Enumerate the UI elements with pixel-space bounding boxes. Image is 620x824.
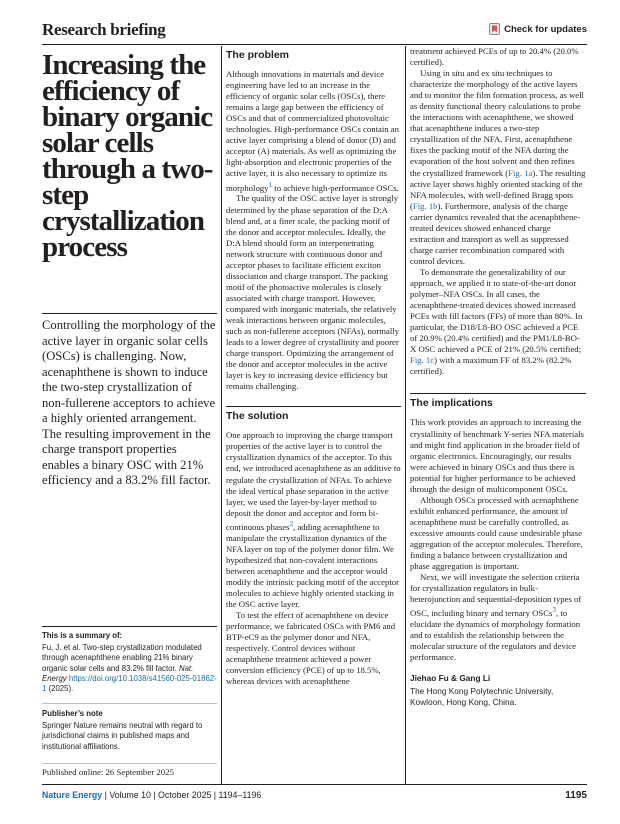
reference-marker[interactable]: 3 (552, 606, 556, 615)
section-rule (226, 406, 401, 407)
paragraph (410, 267, 586, 377)
page-number: 1195 (565, 790, 587, 801)
paragraph (226, 430, 401, 610)
section-rule (410, 393, 586, 394)
figure-reference[interactable]: Fig. 1a (508, 167, 533, 178)
column-divider (221, 46, 222, 784)
text-run: ) with a maximum FF of 83.2% (82.2% certified). (410, 355, 572, 377)
issue-info: | Volume 10 | October 2025 | 1194–1196 (102, 790, 262, 800)
implications-heading: The implications (410, 397, 493, 410)
section-label: Research briefing (42, 20, 166, 39)
problem-heading: The problem (226, 49, 290, 61)
publishers-note-heading: Publisher’s note (42, 709, 103, 718)
top-rule (42, 44, 587, 45)
text-run: , to elucidate the dynamics of morphology formation and to establish the relationship between the molecular structure of the regulators and device performance. (410, 608, 581, 663)
column-two (226, 46, 401, 687)
reference-marker[interactable]: 1 (268, 180, 273, 189)
text-run: To demonstrate the generalizability of our approach, we applied it to state-of-the-art donor polymer–NFA OSCs. In all cases, the acenaphthene-treated devices showed increased PCEs with fill factors (FFs) of more than 80%. In particular, the D18/L8-BO OSC achieved a PCE of 20.9% (20.4% certified) and the PM1/L8-BO-X OSC achieved a PCE of 21% (20.5% certified; (410, 266, 583, 355)
footer (42, 790, 261, 800)
citation-journal: Nat. Energy (42, 663, 194, 683)
reference-marker[interactable]: 2 (289, 519, 294, 528)
paragraph (410, 68, 586, 267)
publishers-note (42, 709, 217, 752)
summary-heading: This is a summary of: (42, 631, 123, 640)
paragraph: Although OSCs processed with acenaphthene exhibit enhanced performance, the amount of acenaphthene must be carefully controlled, as excessive amounts could cause undesirable phase aggregation of the acceptor molecules. Therefore, finding a balance between crystallization and phase aggregation is important. (410, 494, 583, 572)
paragraph: The quality of the OSC active layer is strongly determined by the phase separation of the D:A blend and, at a finer scale, the packing motif of the donor and acceptor molecules. Ideally, the D:A blend should form an interpenetrating network structure with continuous donor and acceptor phases to facilitate efficient exciton dissociation and charge transport. The packing motif of the photoactive molecules is closely associated with charge transport. However, compared with inorganic materials, the relatively weak interactions between organic molecules, such as non-fullerene acceptors (NFAs), normally leads to a lower degree of crystallinity and poorer charge transport. Optimizing the arrangement of the donor and acceptor molecules in the active layer is key to increasing device efficiency but remains challenging. (226, 193, 400, 392)
summary-citation (42, 643, 217, 694)
standfirst-rule (42, 313, 217, 314)
footer-rule (42, 784, 587, 785)
text-run: Next, we will investigate the selection criteria for crystallization regulators in bulk-heterojunction and sequential-deposition types of OSC, including binary and ternary OSCs (410, 572, 582, 619)
summary-rule (42, 626, 217, 627)
text-run: , adding acenaphthene to manipulate the crystallization dynamics of the NFA layer on top of the polymer donor film. We hypothesized that non-covalent interactions between acenaphthene and the acceptor would modify the intrinsic packing motif of the acceptor molecules to achieve highly oriented stacking in the OSC active layer. (226, 521, 399, 609)
title-column (42, 46, 217, 263)
bookmark-icon (489, 23, 500, 35)
publishers-note-rule (42, 703, 217, 704)
citation-text: Fu, J. et al. Two-step crystallization modulated through acenaphthene enabling 21% binary organic solar cells and 83.2% fill factor. (42, 643, 202, 673)
check-for-updates-label: Check for updates (504, 23, 587, 35)
paragraph (410, 572, 586, 663)
summary-box (42, 631, 217, 694)
doi-link[interactable]: https://doi.org/10.1038/s41560-025-01862-1 (42, 673, 217, 694)
published-date: Published online: 26 September 2025 (42, 767, 174, 777)
text-run: One approach to improving the charge transport properties of the active layer is to control the crystallization dynamics of the acceptor. To this end, we introduced acenaphthene as an additive to regulate the crystallization of NFAs. To achieve the ideal vertical phase separation in the active layer, we used the layer-by-layer method to deposit the donor and acceptor and form bi-continuous phases (226, 430, 401, 532)
text-run: Although innovations in materials and device engineering have led to an increase in the efficiency of organic solar cells (OSCs), there remains a large gap between the efficiency of OSCs and that of commercialized photovoltaic technologies. High-performance OSCs contain an active layer comprising a blend of donor (D) and acceptor (A) materials. As well as optimizing the light-absorption and electronic properties of the active layer, it is also necessary to optimize its morphology (226, 69, 399, 193)
publishers-note-text: Springer Nature remains neutral with regard to jurisdictional claims in published maps and institutional affiliations. (42, 721, 203, 751)
standfirst: Controlling the morphology of the active layer in organic solar cells (OSCs) is challenging. Now, acenaphthene is shown to induce the two-step crystallization of non-fullerene acceptors to achieve a highly oriented arrangement. The resulting improvement in the charge transport properties enables a binary OSC with 21% efficiency and a 83.2% fill factor. (42, 318, 216, 487)
text-run: ). Furthermore, analysis of the charge carrier dynamics revealed that the acenaphthene-treated devices showed enhanced charge extraction and transport as well as suppressed charge carrier recombination compared with control devices. (410, 200, 581, 266)
article-title: Increasing the efficiency of binary organic solar cells through a two-step crystallization process (42, 49, 213, 263)
text-run: Using in situ and ex situ techniques to characterize the morphology of the active layers and to monitor the film formation process, as well as density functional theory calculations to probe the interactions with acenaphthene, we showed that acenaphthene induces a two-step crystallization of the NFA. First, acenaphthene fixes the packing motif of the NFA during the evaporation of the host solvent and then refines the crystallized framework ( (410, 68, 584, 178)
paragraph: This work provides an approach to increasing the crystallinity of benchmark Y-series NFA materials and might find application in the broader field of organic electronics. Encouragingly, our results were achieved in binary OSCs and thus there is potential for higher performance to be achieved through the design of multicomponent OSCs. (410, 417, 584, 494)
column-three (410, 46, 586, 707)
text-run: ). The resulting active layer shows highly oriented stacking of the NFA molecules, with well-defined Bragg spots ( (410, 167, 586, 211)
paragraph: treatment achieved PCEs of up to 20.4% (20.0% certified). (410, 46, 579, 68)
column-divider (405, 46, 406, 784)
author-affiliation: The Hong Kong Polytechnic University, Kowloon, Hong Kong, China. (410, 686, 554, 707)
journal-name: Nature Energy (42, 790, 103, 800)
published-rule (42, 763, 217, 764)
top-bar (42, 18, 587, 44)
paragraph (226, 69, 401, 193)
author-names: Jiehao Fu & Gang Li (410, 673, 491, 684)
figure-reference[interactable]: Fig. 1c (410, 355, 435, 366)
figure-reference[interactable]: Fig. 1b (412, 200, 438, 211)
check-for-updates-button[interactable] (489, 23, 587, 35)
citation-year: (2025). (46, 684, 74, 694)
author-block (410, 673, 586, 707)
solution-heading: The solution (226, 410, 289, 423)
text-run: to achieve high-performance OSCs. (272, 182, 399, 193)
paragraph: To test the effect of acenaphthene on device performance, we fabricated OSCs with PM6 and BTP-eC9 as the polymer donor and NFA, respectively. Control devices without acenaphthene treatment achieved a power conversion efficiency (PCE) of up to 18.5%, whereas devices with acenaphthene (226, 609, 396, 687)
